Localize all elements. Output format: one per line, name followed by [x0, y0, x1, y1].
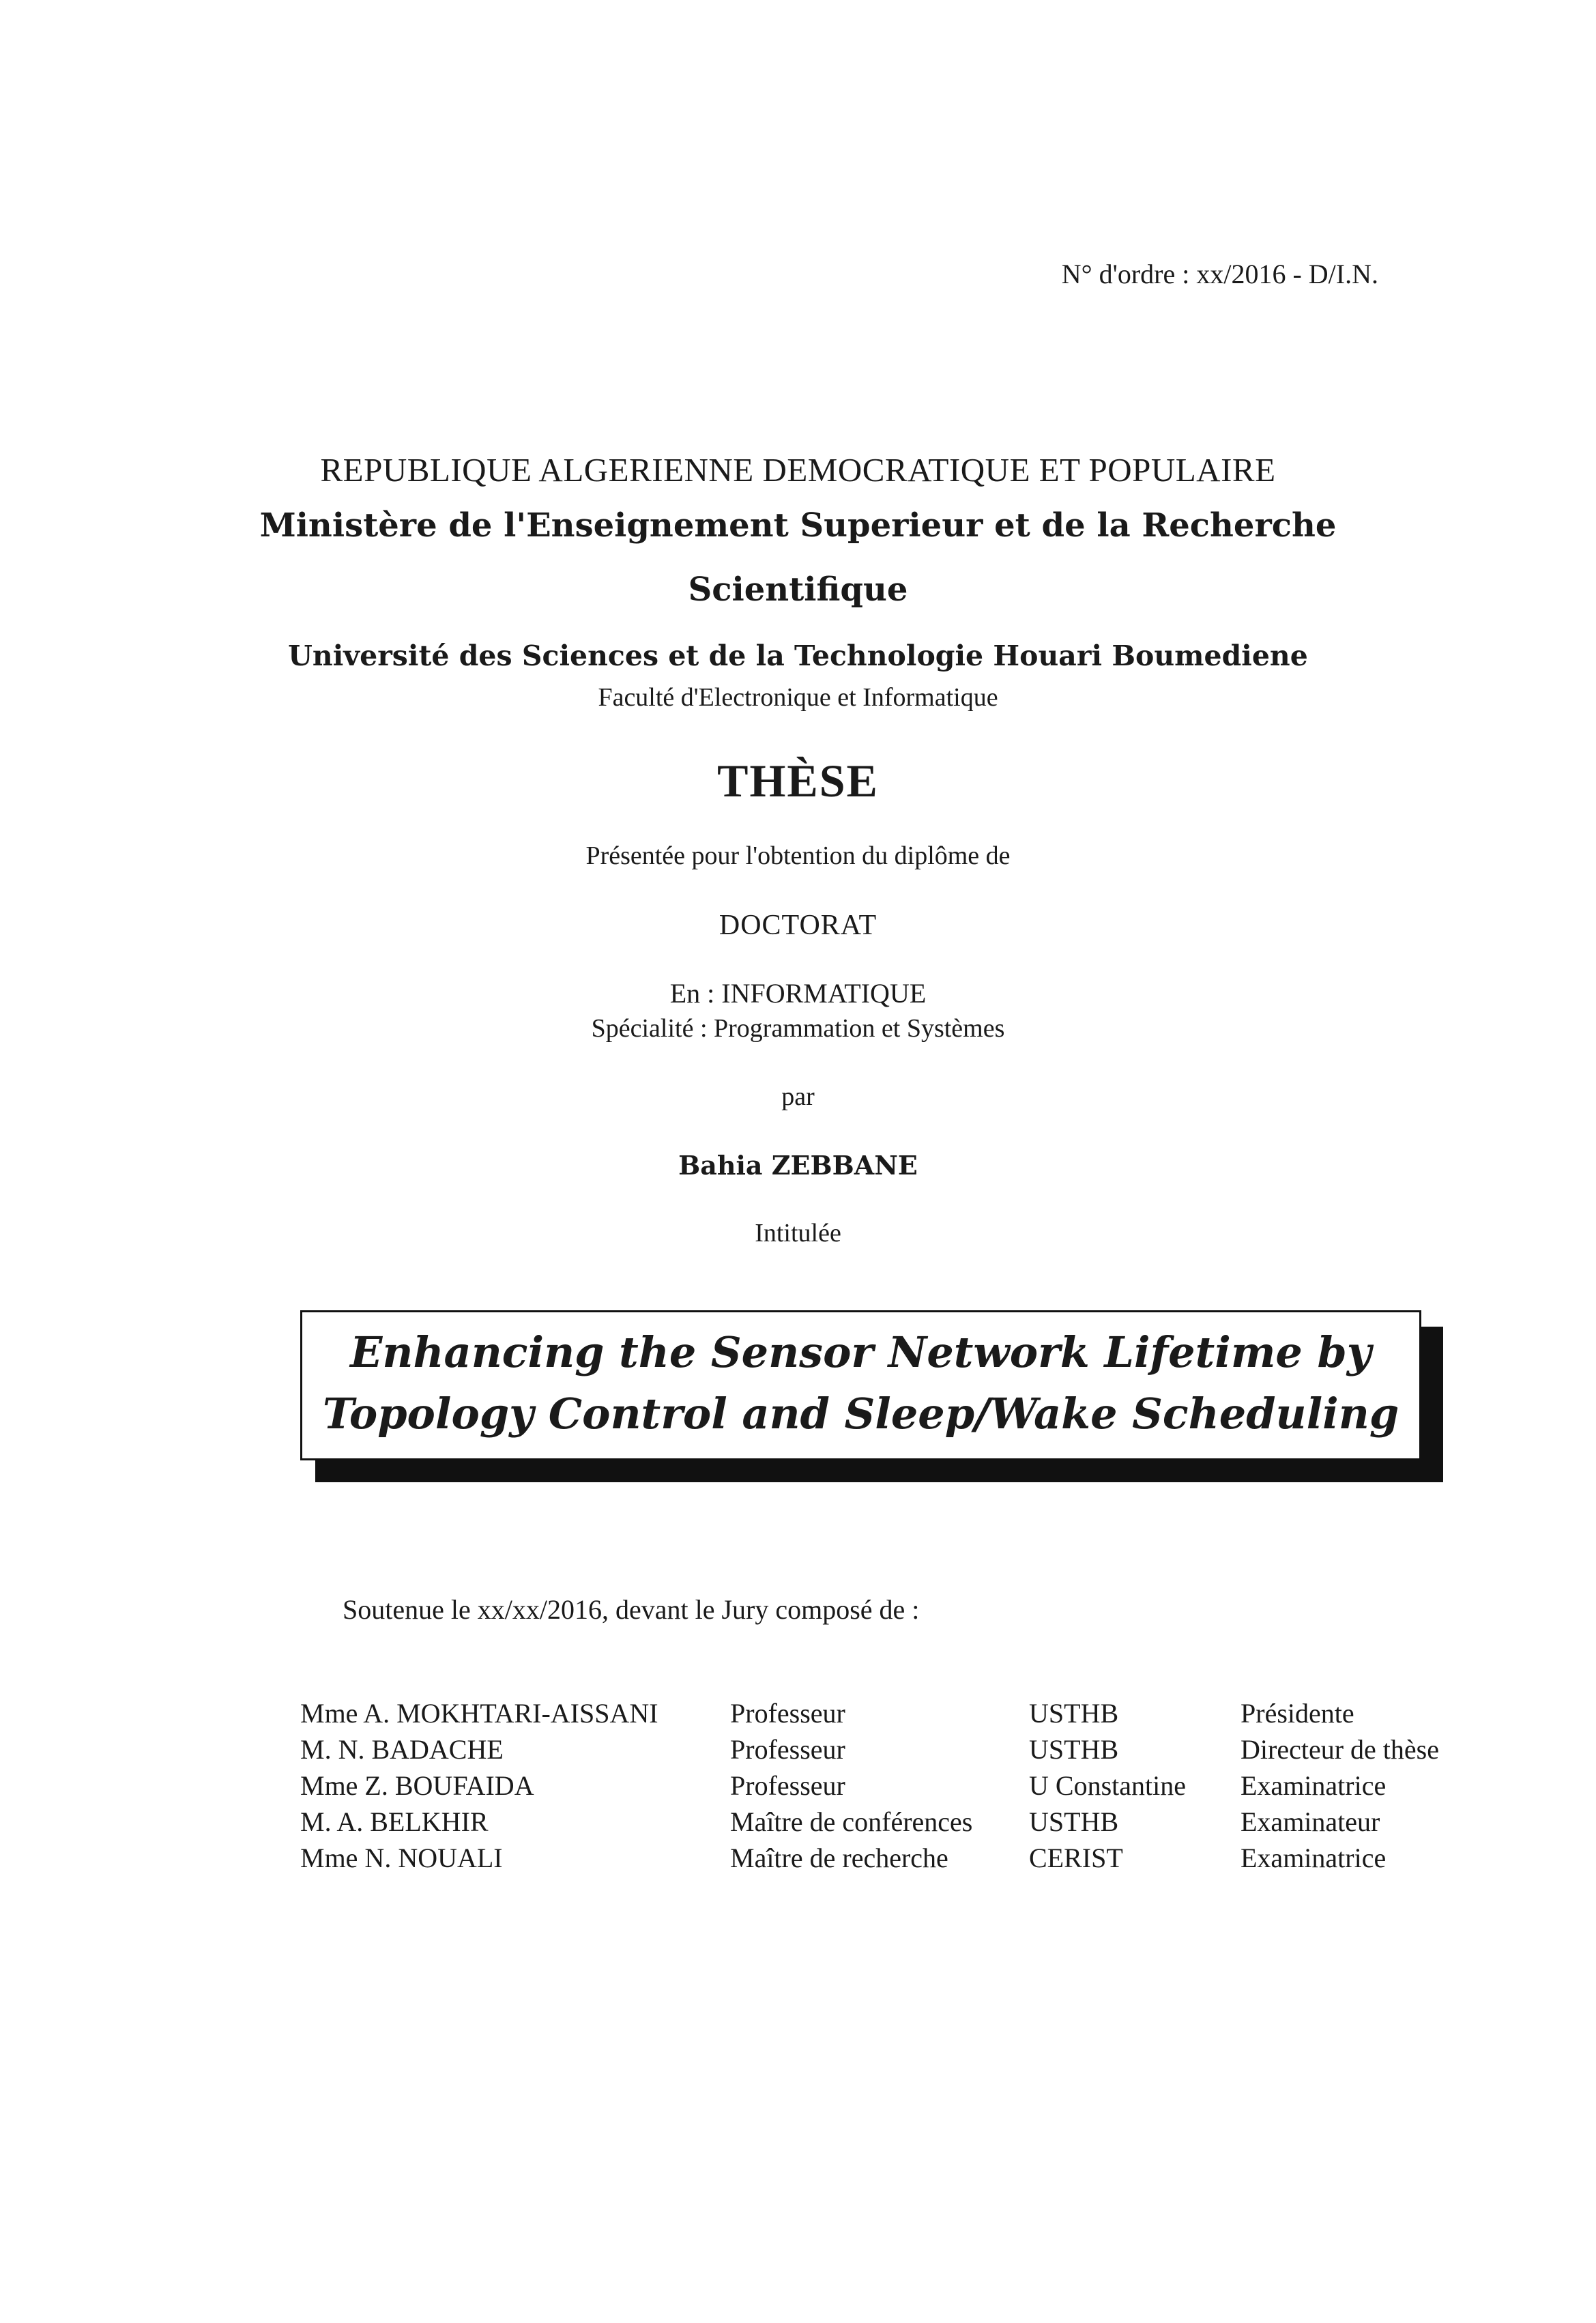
field-of-study: En : INFORMATIQUE [669, 978, 927, 1009]
jury-role: Examinatrice [1240, 1770, 1387, 1801]
jury-title: Professeur [730, 1770, 845, 1801]
faculty-name: Faculté d'Electronique et Informatique [598, 683, 998, 712]
jury-institution: USTHB [1029, 1698, 1119, 1729]
by-text: par [781, 1082, 815, 1111]
jury-role: Présidente [1240, 1698, 1354, 1729]
jury-institution: CERIST [1029, 1843, 1123, 1873]
ministry-heading-line2: Scientifique [688, 571, 908, 609]
thesis-title-line2: Topology Control and Sleep/Wake Scheduling [322, 1389, 1399, 1439]
order-number: N° d'ordre : xx/2016 - D/I.N. [1061, 259, 1378, 289]
jury-institution: U Constantine [1029, 1770, 1186, 1801]
jury-name: Mme A. MOKHTARI-AISSANI [300, 1698, 658, 1729]
republic-heading: REPUBLIQUE ALGERIENNE DEMOCRATIQUE ET POPULAIRE [320, 451, 1276, 489]
jury-title: Maître de recherche [730, 1843, 948, 1873]
defense-statement: Soutenue le xx/xx/2016, devant le Jury composé de : [343, 1594, 920, 1625]
jury-role: Directeur de thèse [1240, 1734, 1439, 1765]
jury-title: Professeur [730, 1734, 845, 1765]
jury-name: Mme Z. BOUFAIDA [300, 1770, 534, 1801]
ministry-heading-line1: Ministère de l'Enseignement Superieur et de la Recherche [259, 506, 1337, 545]
jury-name: M. A. BELKHIR [300, 1806, 489, 1837]
jury-role: Examinatrice [1240, 1843, 1387, 1873]
thesis-title-box [300, 1310, 1421, 1460]
jury-institution: USTHB [1029, 1806, 1119, 1837]
jury-role: Examinateur [1240, 1806, 1380, 1837]
jury-institution: USTHB [1029, 1734, 1119, 1765]
author-name: Bahia ZEBBANE [678, 1150, 918, 1181]
degree-name: DOCTORAT [719, 910, 877, 941]
jury-name: Mme N. NOUALI [300, 1843, 503, 1873]
jury-name: M. N. BADACHE [300, 1734, 504, 1765]
jury-title: Professeur [730, 1698, 845, 1729]
presented-for-text: Présentée pour l'obtention du diplôme de [585, 841, 1011, 870]
jury-title: Maître de conférences [730, 1806, 973, 1837]
university-name: Université des Sciences et de la Technologie Houari Boumediene [288, 639, 1308, 672]
speciality: Spécialité : Programmation et Systèmes [591, 1014, 1005, 1043]
thesis-title-line1: Enhancing the Sensor Network Lifetime by [350, 1327, 1372, 1377]
document-type: THÈSE [717, 755, 879, 807]
titled-text: Intitulée [755, 1219, 841, 1247]
